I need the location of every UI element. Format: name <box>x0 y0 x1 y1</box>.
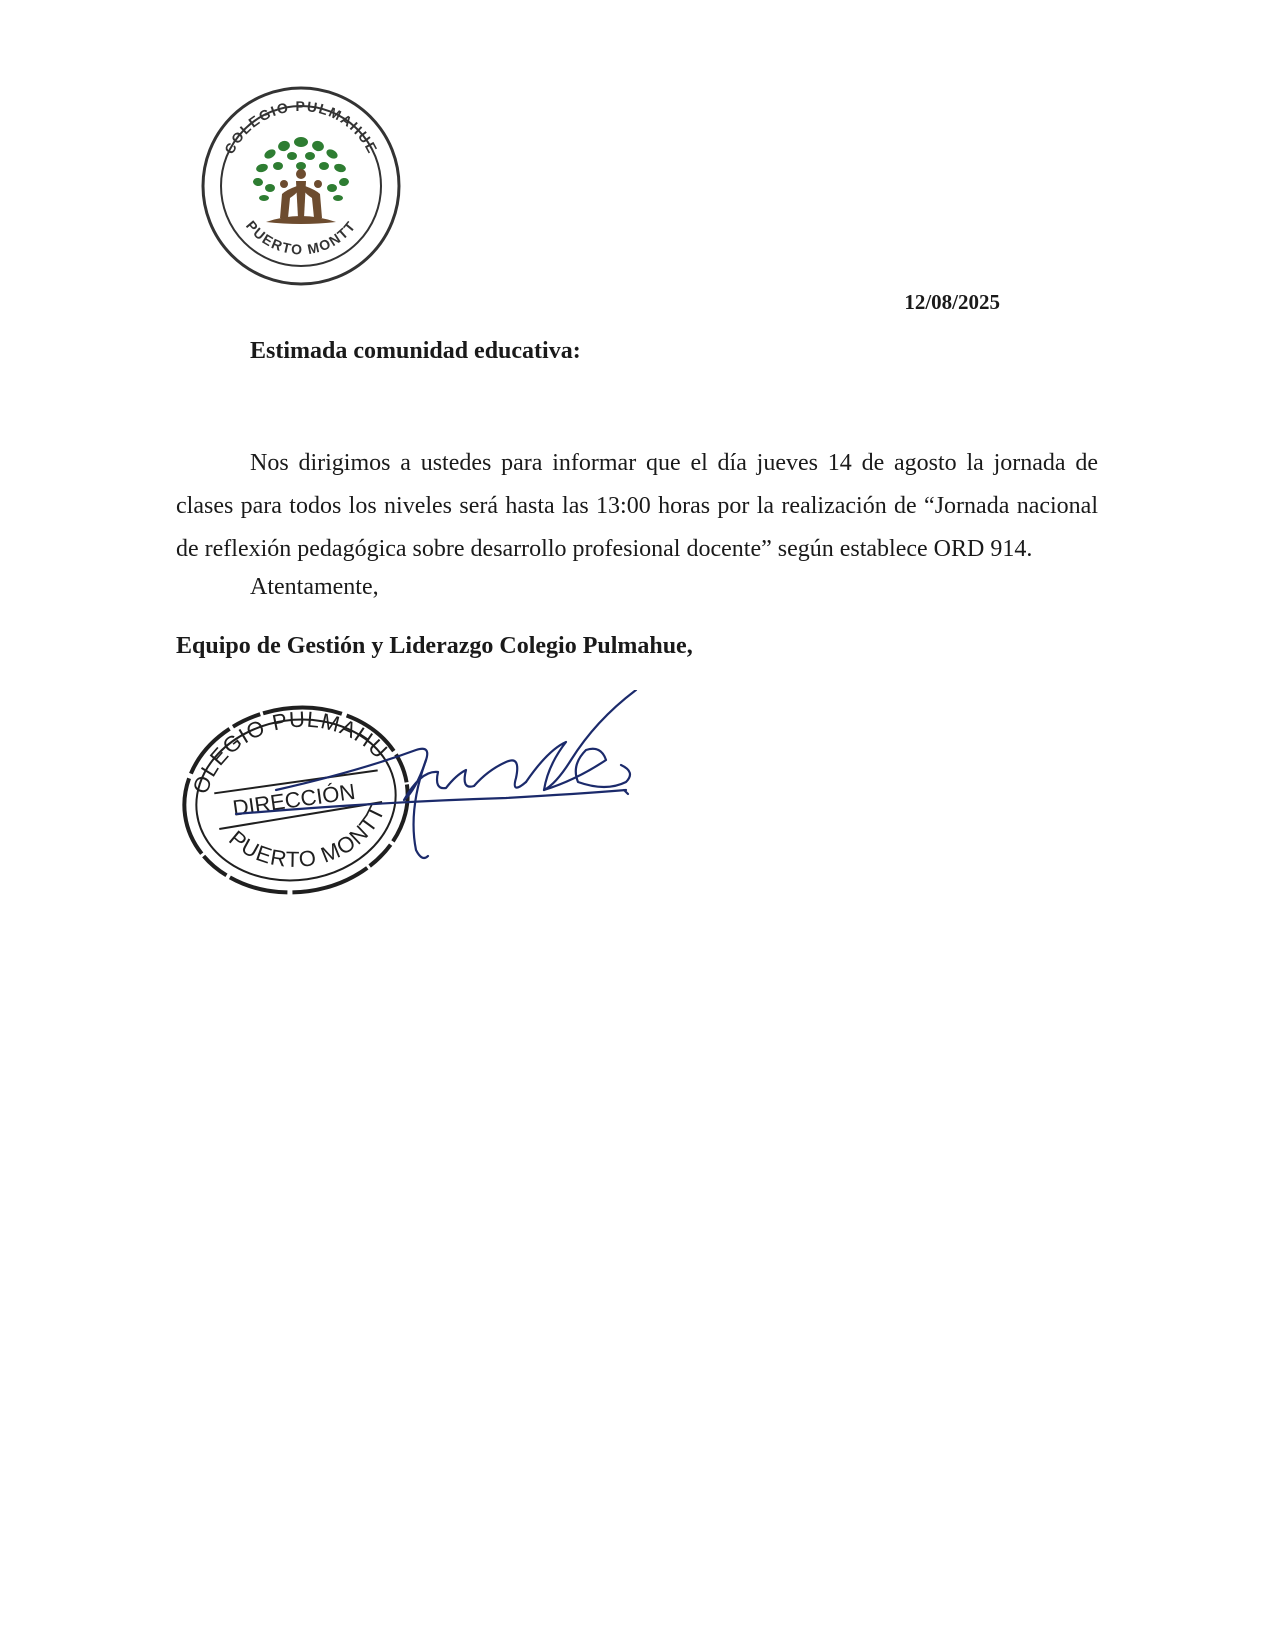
letter-greeting: Estimada comunidad educativa: <box>250 338 581 364</box>
letter-signoff: Equipo de Gestión y Liderazgo Colegio Pulmahue, <box>176 633 693 659</box>
stamp-top-text: COLEGIO PULMAHUE <box>187 706 394 797</box>
logo-bottom-text: PUERTO MONTT <box>242 217 360 258</box>
stamp-bottom-text: PUERTO MONTT <box>224 800 390 873</box>
stamp-center-text: DIRECCIÓN <box>231 778 357 821</box>
logo-top-text: COLEGIO PULMAHUE <box>220 97 382 157</box>
direction-stamp <box>176 690 420 909</box>
school-logo <box>196 86 406 286</box>
tree-with-people-icon <box>252 137 349 224</box>
letter-closing: Atentamente, <box>250 574 379 600</box>
letter-body: Nos dirigimos a ustedes para informar que el día jueves 14 de agosto la jornada de clases para todos los niveles será hasta las 13:00 horas por la realización de “Jornada nacional de reflexión pedagógica sobre desarrollo profesional docente” según establece ORD 914. <box>176 450 1098 562</box>
stamp-and-signature <box>176 690 676 910</box>
letter-date: 12/08/2025 <box>904 290 1000 314</box>
